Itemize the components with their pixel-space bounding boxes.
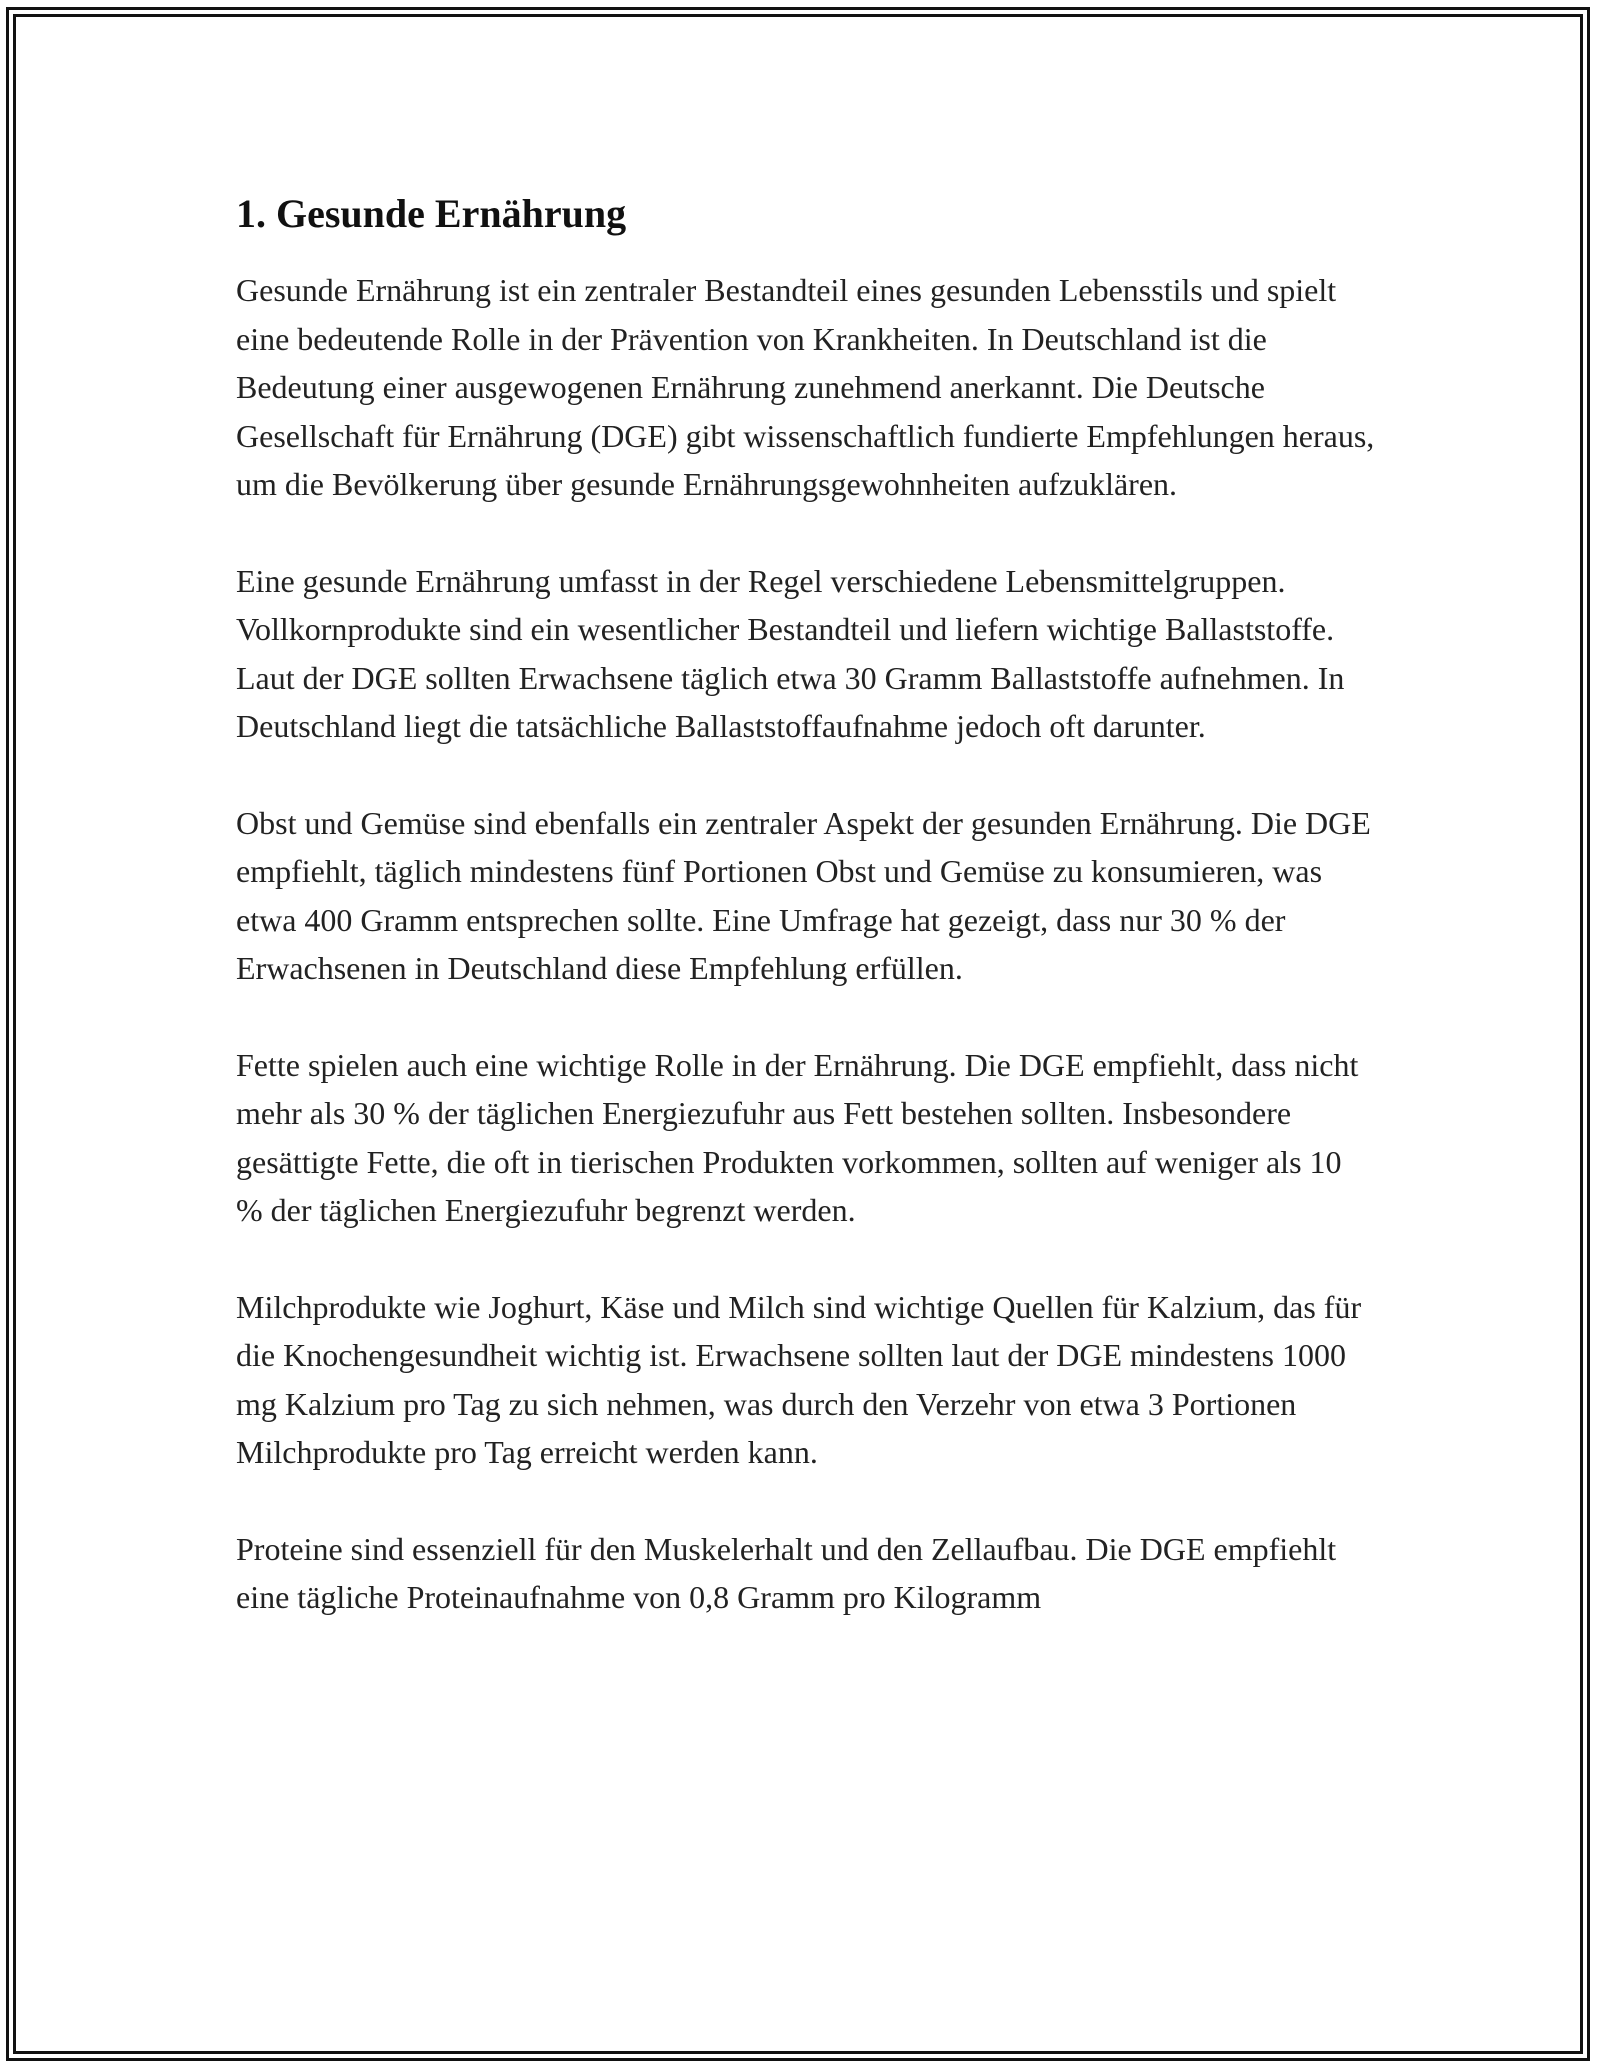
paragraph-fats: Fette spielen auch eine wichtige Rolle in der Ernährung. Die DGE empfiehlt, dass nicht mehr als 30 % der täglichen Energiezufuhr aus Fett bestehen sollten. Insbesondere gesättigte Fette, die oft in tierischen Produkten vorkommen, sollten auf weniger als 10 % der täglichen Energiezufuhr begrenzt werden. bbox=[236, 1046, 1359, 1228]
document-page bbox=[236, 186, 1376, 1622]
paragraph-proteins: Proteine sind essenziell für den Muskelerhalt und den Zellaufbau. Die DGE empfiehlt eine tägliche Proteinaufnahme von 0,8 Gramm pro Kilogramm bbox=[236, 1530, 1337, 1615]
paragraph-whole-grain: Eine gesunde Ernährung umfasst in der Regel verschiedene Lebensmittelgruppen. Vollkornprodukte sind ein wesentlicher Bestandteil und liefern wichtige Ballaststoffe. Laut der DGE sollten Erwachsene täglich etwa 30 Gramm Ballaststoffe aufnehmen. In Deutschland liegt die tatsächliche Ballaststoffaufnahme jedoch oft darunter. bbox=[236, 562, 1345, 744]
section-heading: 1. Gesunde Ernährung bbox=[236, 191, 627, 236]
paragraph-dairy: Milchprodukte wie Joghurt, Käse und Milch sind wichtige Quellen für Kalzium, das für die Knochengesundheit wichtig ist. Erwachsene sollten laut der DGE mindestens 1000 mg Kalzium pro Tag zu sich nehmen, was durch den Verzehr von etwa 3 Portionen Milchprodukte pro Tag erreicht werden kann. bbox=[236, 1288, 1362, 1470]
paragraph-introduction: Gesunde Ernährung ist ein zentraler Bestandteil eines gesunden Lebensstils und spielt eine bedeutende Rolle in der Prävention von Krankheiten. In Deutschland ist die Bedeutung einer ausgewogenen Ernährung zunehmend anerkannt. Die Deutsche Gesellschaft für Ernährung (DGE) gibt wissenschaftlich fundierte Empfehlungen heraus, um die Bevölkerung über gesunde Ernährungsgewohnheiten aufzuklären. bbox=[236, 272, 1375, 502]
paragraph-fruit-vegetables: Obst und Gemüse sind ebenfalls ein zentraler Aspekt der gesunden Ernährung. Die DGE empfiehlt, täglich mindestens fünf Portionen Obst und Gemüse zu konsumieren, was etwa 400 Gramm entsprechen sollte. Eine Umfrage hat gezeigt, dass nur 30 % der Erwachsenen in Deutschland diese Empfehlung erfüllen. bbox=[236, 804, 1371, 986]
